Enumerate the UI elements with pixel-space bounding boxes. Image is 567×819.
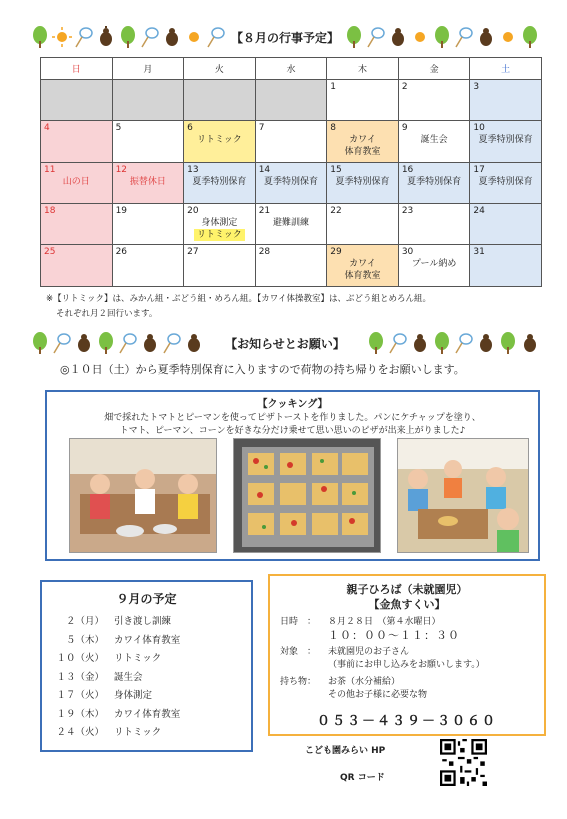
cooking-box: [45, 390, 540, 561]
calendar-day-cell: [398, 80, 470, 121]
notice-text: ◎１０日（土）から夏季特別保育に入りますので荷物の持ち帰りをお願いします。: [60, 363, 465, 376]
day-number: 23: [401, 206, 414, 216]
bug-net-icon: [454, 26, 474, 48]
weekday-header: 日: [41, 58, 113, 80]
calendar-day-cell: [112, 245, 184, 287]
target-note: （事前にお申し込みをお願いします。）: [328, 660, 485, 670]
calendar-day-cell: [41, 163, 113, 204]
day-number: 18: [44, 206, 56, 216]
schedule-event: 誕生会: [114, 671, 143, 683]
calendar-day-cell: [255, 245, 327, 287]
bug-net-icon: [454, 332, 474, 354]
day-number: 31: [473, 247, 485, 257]
schedule-event: リトミック: [114, 653, 162, 665]
day-event: 身体測定: [201, 218, 238, 228]
calendar-day-cell: [398, 121, 470, 163]
time-value: １０：００～１１：３０: [328, 629, 460, 642]
bug-net-icon: [74, 26, 94, 48]
weekday-header: 火: [184, 58, 256, 80]
day-event: リトミック: [196, 135, 242, 145]
calendar-day-cell: [184, 245, 256, 287]
tree-icon: [432, 332, 452, 354]
day-number: 6: [187, 123, 193, 133]
day-number: 28: [258, 247, 271, 257]
oyako-bring-row: [280, 676, 534, 702]
header-banner-events: [30, 22, 540, 52]
day-number: 17: [473, 165, 485, 175]
calendar-day-cell: [327, 163, 399, 204]
day-number: 9: [401, 123, 408, 133]
cooking-description: [47, 412, 538, 438]
day-number: 12: [115, 165, 128, 175]
bring-item: その他お子様に必要な物: [328, 690, 428, 700]
day-number: 26: [115, 247, 128, 257]
tree-icon: [520, 26, 540, 48]
day-event: [187, 229, 252, 241]
schedule-date: １０（火）: [56, 653, 104, 665]
qr-label: QR コード: [340, 773, 385, 783]
day-event: 夏季特別保育: [335, 177, 390, 187]
calendar-day-cell: [327, 121, 399, 163]
weekday-header: 金: [398, 58, 470, 80]
beetle-icon: [520, 332, 540, 354]
day-event: 夏季特別保育: [478, 135, 533, 145]
schedule-item: [52, 685, 241, 704]
photo-children-cooking: [69, 438, 217, 553]
date-value: ８月２８日 （第４水曜日）: [328, 617, 441, 627]
day-event: 避難訓練: [272, 218, 309, 228]
calendar-day-cell: [470, 80, 542, 121]
bug-net-icon: [140, 26, 160, 48]
beetle-icon: [476, 26, 496, 48]
calendar-day-cell: [255, 121, 327, 163]
calendar-day-cell: [470, 121, 542, 163]
september-schedule-box: [40, 580, 253, 752]
calendar-day-cell: [41, 80, 113, 121]
sun-icon: [184, 26, 204, 48]
note-line: ※【リトミック】は、みかん組・ぶどう組・めろん組。【カワイ体操教室】は、ぶどう組とめろん組。: [46, 294, 431, 304]
qr-code-icon[interactable]: [440, 739, 487, 786]
beetle-icon: [476, 332, 496, 354]
day-number: 10: [473, 123, 485, 133]
sun-icon: [52, 26, 72, 48]
calendar-day-cell: [398, 204, 470, 245]
bug-net-icon: [388, 332, 408, 354]
september-list: [52, 611, 241, 741]
schedule-date: １９（木）: [56, 708, 104, 720]
bug-net-icon: [52, 332, 72, 354]
day-number: 4: [44, 123, 50, 133]
oyako-hiroba-box: [268, 574, 546, 736]
calendar-day-cell: [255, 204, 327, 245]
beetle-icon: [162, 26, 182, 48]
september-title: ９月の予定: [116, 592, 177, 606]
calendar-day-cell: [184, 121, 256, 163]
schedule-event: カワイ体育教室: [114, 634, 181, 646]
weekday-header: 土: [470, 58, 542, 80]
day-event: 振替休日: [129, 177, 166, 187]
beetle-icon: [184, 332, 204, 354]
calendar-day-cell: [327, 245, 399, 287]
day-event: 山の日: [62, 177, 90, 187]
cooking-line: トマト、ピーマン、コーンを好きな分だけ乗せて思い思いのピザが出来上がりました♪: [119, 426, 466, 436]
calendar-day-cell: [470, 204, 542, 245]
header-banner-notices: [30, 328, 540, 358]
bug-net-icon: [118, 332, 138, 354]
day-number: 24: [473, 206, 485, 216]
day-number: 16: [401, 165, 414, 175]
day-number: 2: [401, 82, 408, 92]
tree-icon: [498, 332, 518, 354]
tree-icon: [366, 332, 386, 354]
sun-icon: [498, 26, 518, 48]
calendar-week-row: [41, 204, 542, 245]
highlighted-event: リトミック: [194, 229, 245, 241]
schedule-event: リトミック: [114, 727, 162, 739]
events-section-title: 【８月の行事予定】: [230, 30, 339, 45]
schedule-item: [52, 648, 241, 667]
day-number: 25: [44, 247, 56, 257]
day-event: カワイ: [349, 135, 376, 145]
photo-pizza-toast-tray: [233, 438, 381, 553]
tree-icon: [432, 26, 452, 48]
calendar-weekday-row: [41, 58, 542, 80]
calendar-day-cell: [255, 163, 327, 204]
beetle-icon: [96, 26, 116, 48]
day-event: カワイ: [349, 259, 376, 269]
target-value: 未就園児のお子さん: [328, 647, 410, 657]
calendar-week-row: [41, 245, 542, 287]
schedule-date: ５（木）: [65, 634, 104, 646]
date-label: 日時 ：: [280, 617, 317, 627]
day-event: 体育教室: [344, 271, 381, 281]
tree-icon: [118, 26, 138, 48]
weekday-header: 水: [255, 58, 327, 80]
beetle-icon: [74, 332, 94, 354]
schedule-date: １３（金）: [56, 671, 104, 683]
oyako-target-row: [280, 646, 534, 672]
day-number: 20: [187, 206, 199, 216]
day-event: 体育教室: [344, 147, 381, 157]
oyako-date-row: [280, 616, 534, 642]
day-event: 夏季特別保育: [192, 177, 247, 187]
calendar-day-cell: [470, 163, 542, 204]
day-event: 夏季特別保育: [263, 177, 318, 187]
calendar-day-cell: [41, 121, 113, 163]
calendar-day-cell: [470, 245, 542, 287]
calendar-day-cell: [112, 80, 184, 121]
tree-icon: [96, 332, 116, 354]
day-number: 19: [115, 206, 128, 216]
calendar-week-row: [41, 121, 542, 163]
phone-number: ０５３－４３９－３０６０: [316, 714, 497, 729]
day-number: 7: [258, 123, 265, 133]
tree-icon: [344, 26, 364, 48]
schedule-date: １７（火）: [56, 690, 104, 702]
cooking-line: 畑で採れたトマトとピーマンを使ってピザトーストを作りました。パンにケチャップを塗り、: [104, 413, 481, 423]
calendar-day-cell: [184, 163, 256, 204]
calendar-day-cell: [184, 204, 256, 245]
day-number: 27: [187, 247, 199, 257]
photo-children-eating: [397, 438, 529, 553]
beetle-icon: [410, 332, 430, 354]
bring-label: 持ち物：: [280, 677, 317, 687]
oyako-title: 親子ひろば（未就園児）: [346, 583, 468, 596]
tree-icon: [30, 26, 50, 48]
bug-net-icon: [162, 332, 182, 354]
bug-net-icon: [206, 26, 226, 48]
day-number: 14: [258, 165, 271, 175]
calendar-week-row: [41, 163, 542, 204]
day-number: 13: [187, 165, 199, 175]
august-calendar: [40, 57, 542, 287]
schedule-date: ２４（火）: [56, 727, 104, 739]
schedule-item: [52, 667, 241, 686]
day-event: 誕生会: [420, 135, 448, 145]
calendar-day-cell: [255, 80, 327, 121]
cooking-title: 【クッキング】: [257, 399, 328, 410]
schedule-event: カワイ体育教室: [114, 708, 181, 720]
homepage-label: こども園みらい HP: [305, 746, 386, 756]
schedule-event: 引き渡し訓練: [114, 616, 172, 628]
oyako-subtitle: 【金魚すくい】: [368, 598, 446, 611]
day-event: 夏季特別保育: [478, 177, 533, 187]
calendar-week-row: [41, 80, 542, 121]
weekday-header: 木: [327, 58, 399, 80]
schedule-item: [52, 704, 241, 723]
note-line: それぞれ月２回行います。: [56, 309, 158, 319]
calendar-day-cell: [112, 204, 184, 245]
calendar-day-cell: [398, 163, 470, 204]
calendar-day-cell: [398, 245, 470, 287]
schedule-item: [52, 630, 241, 649]
calendar-day-cell: [112, 163, 184, 204]
calendar-day-cell: [184, 80, 256, 121]
day-number: 3: [473, 82, 480, 92]
target-label: 対象 ：: [280, 647, 317, 657]
weekday-header: 月: [112, 58, 184, 80]
notices-section-title: 【お知らせとお願い】: [225, 336, 345, 351]
day-number: 21: [258, 206, 271, 216]
schedule-date: ２（月）: [65, 616, 104, 628]
day-number: 22: [330, 206, 342, 216]
calendar-day-cell: [327, 204, 399, 245]
day-number: 30: [401, 247, 414, 257]
calendar-day-cell: [327, 80, 399, 121]
sun-icon: [410, 26, 430, 48]
calendar-notes: [46, 292, 431, 322]
beetle-icon: [140, 332, 160, 354]
bug-net-icon: [366, 26, 386, 48]
day-number: 5: [115, 123, 122, 133]
day-number: 29: [330, 247, 342, 257]
day-event: プール納め: [411, 259, 457, 269]
day-number: 1: [330, 82, 336, 92]
schedule-event: 身体測定: [114, 690, 153, 702]
tree-icon: [30, 332, 50, 354]
beetle-icon: [388, 26, 408, 48]
day-number: 11: [44, 165, 56, 175]
calendar-day-cell: [112, 121, 184, 163]
schedule-item: [52, 722, 241, 741]
calendar-day-cell: [41, 204, 113, 245]
day-number: 15: [330, 165, 342, 175]
day-event: 夏季特別保育: [407, 177, 462, 187]
day-number: 8: [330, 123, 336, 133]
calendar-day-cell: [41, 245, 113, 287]
schedule-item: [52, 611, 241, 630]
bring-item: お茶（水分補給）: [328, 677, 401, 687]
